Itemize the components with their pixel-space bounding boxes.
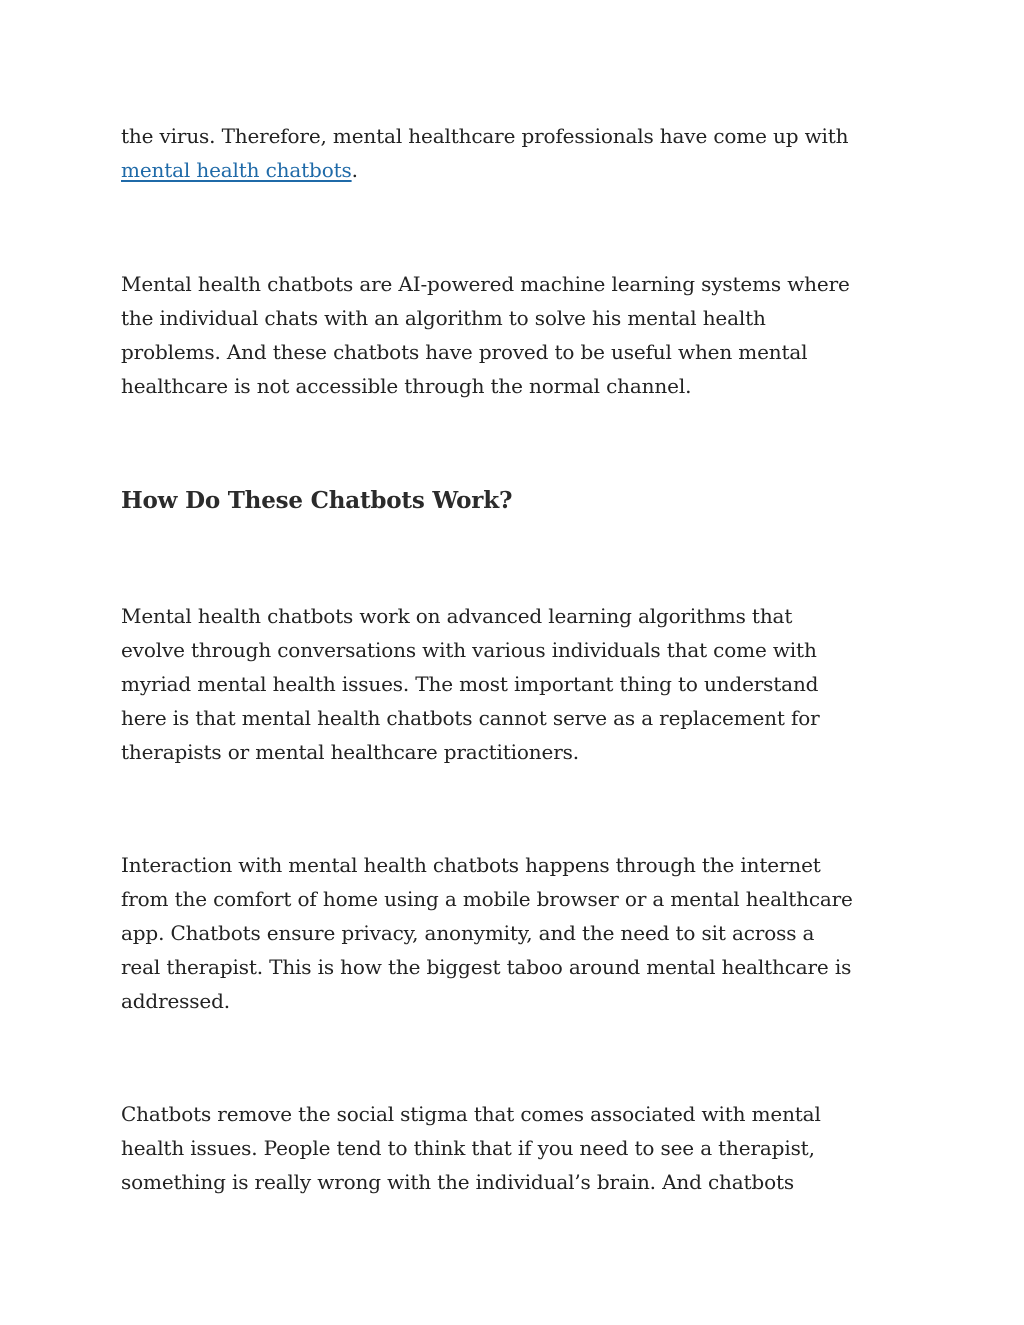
intro-paragraph [121, 119, 911, 187]
text-line: therapists or mental healthcare practitioners. [121, 740, 579, 764]
text-line: addressed. [121, 989, 230, 1013]
section-heading: How Do These Chatbots Work? [121, 487, 513, 514]
text-line: problems. And these chatbots have proved to be useful when mental [121, 340, 808, 364]
text-line: myriad mental health issues. The most important thing to understand [121, 672, 819, 696]
text-line: healthcare is not accessible through the normal channel. [121, 374, 692, 398]
text-line: real therapist. This is how the biggest taboo around mental healthcare is [121, 955, 852, 979]
definition-paragraph [121, 267, 911, 403]
text-line: health issues. People tend to think that if you need to see a therapist, [121, 1136, 815, 1160]
stigma-paragraph [121, 1097, 911, 1199]
mental-health-chatbots-link[interactable]: mental health chatbots [121, 158, 352, 182]
text-line: something is really wrong with the individual’s brain. And chatbots [121, 1170, 794, 1194]
text-line: the virus. Therefore, mental healthcare professionals have come up with [121, 124, 849, 148]
text-line: here is that mental health chatbots cannot serve as a replacement for [121, 706, 820, 730]
text-line: Interaction with mental health chatbots happens through the internet [121, 853, 821, 877]
text-line: Mental health chatbots are AI-powered machine learning systems where [121, 272, 850, 296]
link-suffix: . [351, 158, 358, 182]
text-line: Chatbots remove the social stigma that comes associated with mental [121, 1102, 821, 1126]
text-line: evolve through conversations with various individuals that come with [121, 638, 817, 662]
interaction-paragraph [121, 848, 911, 1018]
text-line: the individual chats with an algorithm to solve his mental health [121, 306, 766, 330]
text-line [121, 153, 911, 187]
text-line: app. Chatbots ensure privacy, anonymity, and the need to sit across a [121, 921, 815, 945]
how-it-works-paragraph [121, 599, 911, 769]
text-line: from the comfort of home using a mobile browser or a mental healthcare [121, 887, 853, 911]
text-line: Mental health chatbots work on advanced learning algorithms that [121, 604, 793, 628]
